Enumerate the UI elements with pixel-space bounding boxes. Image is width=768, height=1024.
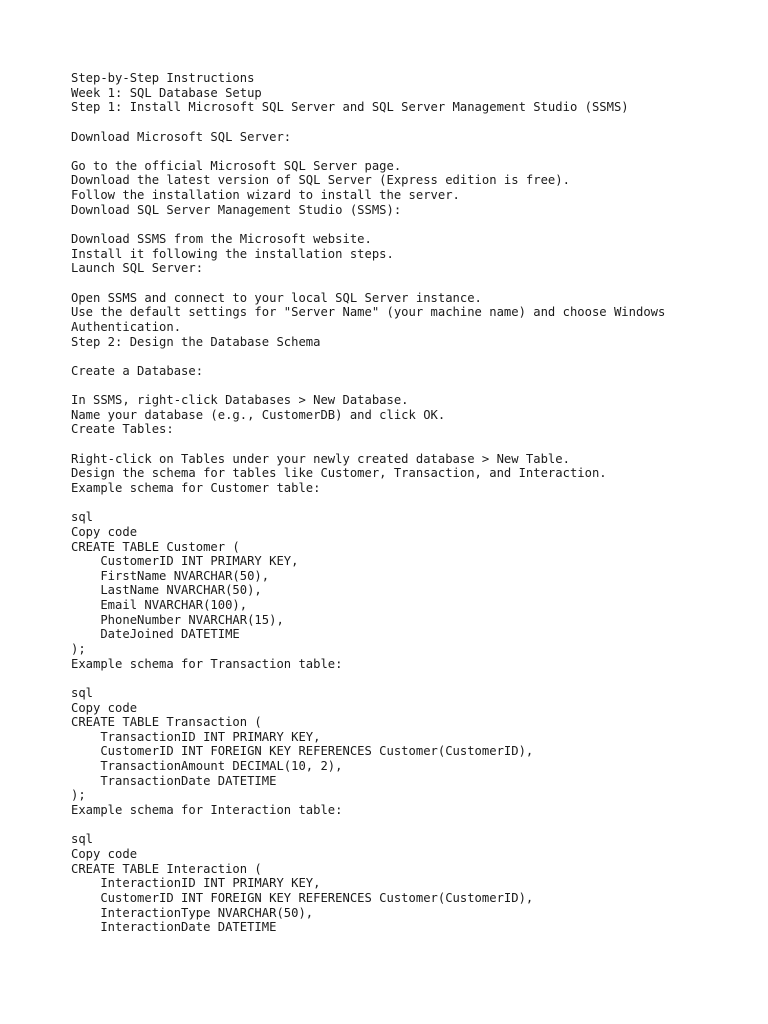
doc-line: Step 1: Install Microsoft SQL Server and SQL Server Management Studio (SSMS) [71,100,629,115]
code-line: Email NVARCHAR(100), [71,598,248,613]
code-line: CREATE TABLE Interaction ( [71,861,262,876]
doc-line [71,378,751,393]
doc-line: In SSMS, right-click Databases > New Database. [71,393,409,408]
doc-line [71,144,751,159]
code-line: CREATE TABLE Customer ( [71,539,240,554]
code-line: TransactionID INT PRIMARY KEY, [71,729,321,744]
doc-line [71,349,751,364]
code-line: CREATE TABLE Transaction ( [71,715,262,730]
code-language-label: sql [71,685,94,700]
code-line: TransactionAmount DECIMAL(10, 2), [71,759,343,774]
code-line: ); [71,788,86,803]
copy-code-button[interactable]: Copy code [71,846,138,861]
code-line: CustomerID INT FOREIGN KEY REFERENCES Customer(CustomerID), [71,890,534,905]
code-line: ); [71,641,86,656]
code-line: CustomerID INT FOREIGN KEY REFERENCES Customer(CustomerID), [71,744,534,759]
doc-line: Open SSMS and connect to your local SQL Server instance. [71,290,482,305]
doc-line: Right-click on Tables under your newly created database > New Table. [71,451,570,466]
doc-line: Name your database (e.g., CustomerDB) and click OK. [71,407,446,422]
doc-line: Week 1: SQL Database Setup [71,85,262,100]
doc-line: Example schema for Interaction table: [71,803,343,818]
doc-line: Create a Database: [71,363,204,378]
code-line: InteractionID INT PRIMARY KEY, [71,876,321,891]
doc-line: Authentication. [71,319,182,334]
doc-line: Create Tables: [71,422,174,437]
doc-line: Step-by-Step Instructions [71,71,255,85]
doc-line [71,437,751,452]
doc-line: Example schema for Transaction table: [71,656,343,671]
doc-line: Download SSMS from the Microsoft website. [71,232,372,247]
doc-line: Go to the official Microsoft SQL Server page. [71,158,402,173]
doc-line: Launch SQL Server: [71,261,204,276]
doc-line [71,496,751,511]
doc-line [71,217,751,232]
code-line: InteractionDate DATETIME [71,920,277,935]
copy-code-button[interactable]: Copy code [71,524,138,539]
code-line: TransactionDate DATETIME [71,773,277,788]
code-line: PhoneNumber NVARCHAR(15), [71,612,284,627]
code-line: DateJoined DATETIME [71,627,240,642]
copy-code-button[interactable]: Copy code [71,700,138,715]
doc-line [71,671,751,686]
doc-line: Download Microsoft SQL Server: [71,129,292,144]
code-language-label: sql [71,510,94,525]
doc-line [71,115,751,130]
document-page [71,71,751,935]
doc-line: Download the latest version of SQL Server (Express edition is free). [71,173,570,188]
doc-line: Example schema for Customer table: [71,480,321,495]
doc-line: Use the default settings for "Server Name" (your machine name) and choose Windows [71,305,666,320]
doc-line: Follow the installation wizard to install the server. [71,188,460,203]
doc-line: Design the schema for tables like Customer, Transaction, and Interaction. [71,466,607,481]
code-line: CustomerID INT PRIMARY KEY, [71,554,299,569]
code-line: LastName NVARCHAR(50), [71,583,262,598]
code-line: InteractionType NVARCHAR(50), [71,905,314,920]
code-line: FirstName NVARCHAR(50), [71,568,270,583]
doc-line: Install it following the installation steps. [71,246,394,261]
code-language-label: sql [71,832,94,847]
doc-line: Download SQL Server Management Studio (SSMS): [71,202,402,217]
doc-line [71,818,751,833]
doc-line: Step 2: Design the Database Schema [71,334,321,349]
doc-line [71,276,751,291]
